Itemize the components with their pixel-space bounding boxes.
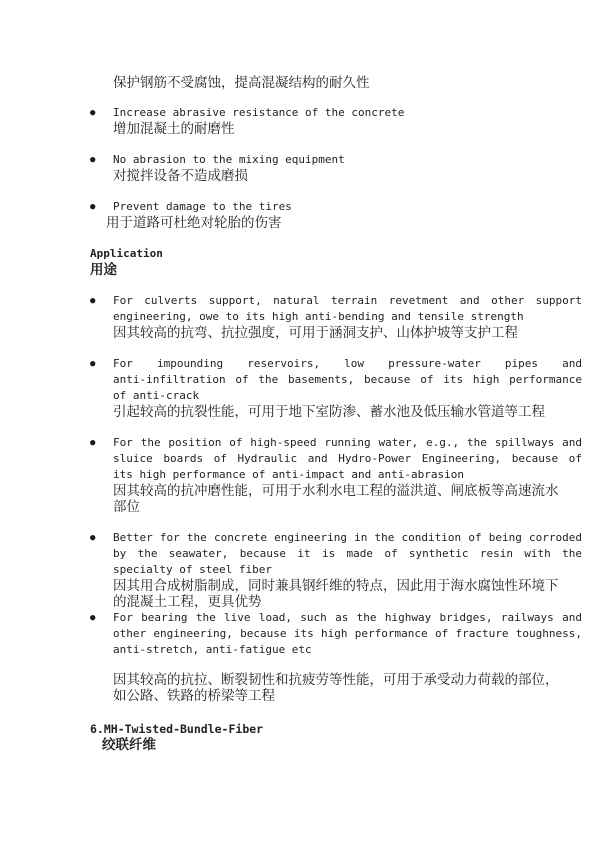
bullet-icon: ● — [90, 202, 96, 212]
feature-zh: 增加混凝土的耐磨性 — [113, 121, 235, 137]
application-bullet — [90, 435, 582, 515]
feature-bullet — [90, 152, 582, 184]
application-bullet — [90, 356, 582, 420]
app-line-zh: 因其较高的抗拉、断裂韧性和抗疲劳等性能，可用于承受动力荷载的部位， — [113, 672, 559, 688]
app-line-zh: 的混凝土工程，更具优势 — [113, 594, 262, 610]
section-6-subtitle: 绞联纤维 — [102, 737, 156, 753]
feature-bullet — [90, 199, 582, 231]
bullet-icon: ● — [90, 296, 96, 306]
app-line-en: specialty of steel fiber — [113, 563, 272, 576]
page-content — [90, 75, 582, 753]
carryover-line-zh: 保护钢筋不受腐蚀，提高混凝结构的耐久性 — [113, 75, 370, 91]
feature-en: No abrasion to the mixing equipment — [113, 153, 345, 166]
feature-zh: 用于道路可杜绝对轮胎的伤害 — [106, 215, 282, 231]
bullet-icon: ● — [90, 155, 96, 165]
app-line-zh: 如公路、铁路的桥梁等工程 — [113, 688, 275, 704]
app-line-zh: 因其较高的抗弯、抗拉强度，可用于涵洞支护、山体护坡等支护工程 — [113, 325, 518, 341]
application-heading-zh: 用途 — [90, 262, 117, 278]
application-bullet — [90, 293, 582, 341]
application-heading-en: Application — [90, 247, 163, 260]
feature-zh: 对搅拌设备不造成磨损 — [113, 168, 248, 184]
app-line-en: For impounding reservoirs, low pressure-water pipes and — [113, 357, 582, 370]
section-6-title: 6.MH-Twisted-Bundle-Fiber — [90, 722, 264, 736]
app-line-en: For the position of high-speed running water, e.g., the spillways and — [113, 436, 582, 449]
app-line-en: other engineering, because its high performance of fracture toughness, — [113, 627, 582, 640]
section-6-heading — [90, 721, 582, 753]
app-line-en: For bearing the live load, such as the highway bridges, railways and — [113, 611, 582, 624]
app-line-zh: 因其用合成树脂制成，同时兼具钢纤维的特点，因此用于海水腐蚀性环境下 — [113, 578, 559, 594]
app-line-zh: 部位 — [113, 499, 140, 515]
feature-en: Prevent damage to the tires — [113, 200, 292, 213]
bullet-icon: ● — [90, 533, 96, 543]
feature-bullet — [90, 105, 582, 137]
application-bullet — [90, 530, 582, 610]
app-line-en: its high performance of anti-impact and anti-abrasion — [113, 468, 464, 481]
app-line-zh: 因其较高的抗冲磨性能，可用于水利水电工程的溢洪道、闸底板等高速流水 — [113, 483, 559, 499]
application-bullet — [90, 610, 582, 704]
app-line-en: For culverts support, natural terrain revetment and other support — [113, 294, 582, 307]
bullet-icon: ● — [90, 613, 96, 623]
app-line-en: of anti-crack — [113, 389, 200, 402]
app-line-en: anti-stretch, anti-fatigue etc — [113, 643, 312, 656]
bullet-icon: ● — [90, 108, 96, 118]
app-line-en: sluice boards of Hydraulic and Hydro-Power Engineering, because of — [113, 452, 582, 465]
app-line-en: by the seawater, because it is made of synthetic resin with the — [113, 547, 582, 560]
app-line-en: anti-infiltration of the basements, because of its high performance — [113, 373, 582, 386]
bullet-icon: ● — [90, 359, 96, 369]
application-heading — [90, 246, 582, 278]
app-line-zh: 引起较高的抗裂性能，可用于地下室防渗、蓄水池及低压输水管道等工程 — [113, 404, 545, 420]
bullet-icon: ● — [90, 438, 96, 448]
app-line-en: engineering, owe to its high anti-bending and tensile strength — [113, 310, 524, 323]
app-line-en: Better for the concrete engineering in the condition of being corroded — [113, 531, 582, 544]
feature-en: Increase abrasive resistance of the concrete — [113, 106, 405, 119]
